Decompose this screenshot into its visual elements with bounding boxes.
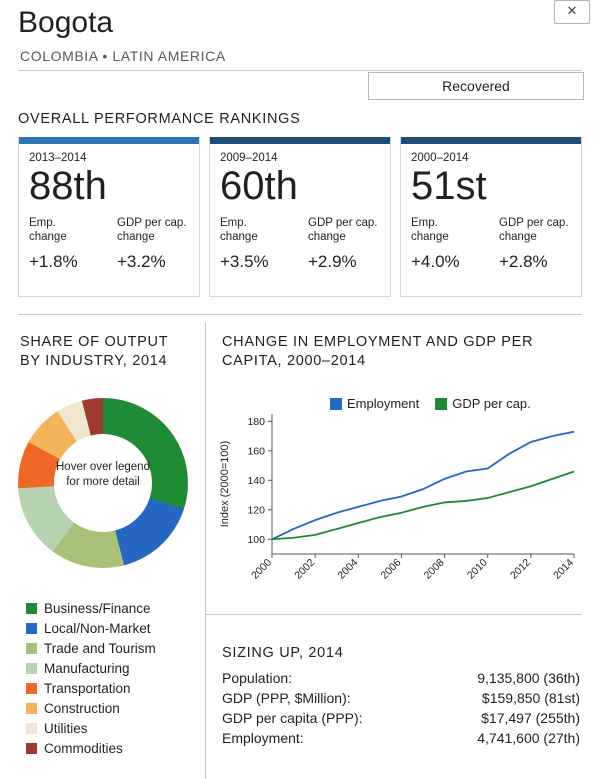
table-row xyxy=(222,688,580,708)
industry-section-title xyxy=(20,333,200,371)
card-period: 2009–2014 xyxy=(220,152,278,164)
sizing-label: Employment: xyxy=(222,730,304,746)
legend-label: Utilities xyxy=(44,720,88,736)
sizing-value: $17,497 (255th) xyxy=(481,710,580,726)
status-badge[interactable]: Recovered xyxy=(368,72,584,100)
legend-item[interactable] xyxy=(26,738,206,758)
svg-text:100: 100 xyxy=(247,533,265,546)
legend-label: Commodities xyxy=(44,740,123,756)
legend-label: Local/Non-Market xyxy=(44,620,151,636)
svg-text:Index (2000=100): Index (2000=100) xyxy=(219,440,231,528)
table-row xyxy=(222,668,580,688)
legend-item[interactable] xyxy=(26,658,206,678)
donut-hint-line1: Hover over legend xyxy=(56,461,150,473)
line-title-line2: CAPITA, 2000–2014 xyxy=(222,353,366,369)
metric-label-line1: Emp. xyxy=(29,217,56,229)
metric-value: +2.8% xyxy=(499,252,548,271)
line-title-line1: CHANGE IN EMPLOYMENT AND GDP PER xyxy=(222,334,534,350)
card-accent-bar xyxy=(210,137,390,144)
card-metrics xyxy=(220,216,390,272)
metric-label-line1: GDP per cap. xyxy=(117,217,187,229)
employment-gdp-line-chart[interactable] xyxy=(214,406,584,606)
page-title: Bogota xyxy=(18,6,114,39)
legend-label: Business/Finance xyxy=(44,600,151,616)
legend-item[interactable] xyxy=(26,718,206,738)
card-rank: 88th xyxy=(29,164,107,208)
metric-label-line2: change xyxy=(499,231,537,243)
svg-text:2000: 2000 xyxy=(249,556,275,582)
svg-text:120: 120 xyxy=(247,504,265,517)
industry-donut-chart[interactable] xyxy=(18,398,188,568)
rankings-section-title: OVERALL PERFORMANCE RANKINGS xyxy=(18,111,301,127)
metric-label-line1: GDP per cap. xyxy=(499,217,569,229)
svg-text:2012: 2012 xyxy=(507,556,533,582)
svg-text:2008: 2008 xyxy=(421,556,447,582)
legend-label: Trade and Tourism xyxy=(44,640,156,656)
card-accent-bar xyxy=(401,137,581,144)
page-subtitle: COLOMBIA • LATIN AMERICA xyxy=(20,48,226,64)
table-row xyxy=(222,708,580,728)
svg-text:2010: 2010 xyxy=(464,556,490,582)
metric-employment xyxy=(220,216,298,272)
metric-employment xyxy=(411,216,489,272)
sizing-label: GDP per capita (PPP): xyxy=(222,710,363,726)
divider-top xyxy=(18,70,582,71)
metric-gdp-per-capita xyxy=(499,216,577,272)
svg-text:160: 160 xyxy=(247,445,265,458)
svg-text:180: 180 xyxy=(247,415,265,428)
metric-value: +2.9% xyxy=(308,252,357,271)
donut-hint-line2: for more detail xyxy=(66,476,140,488)
industry-legend[interactable] xyxy=(26,598,206,758)
ranking-card[interactable] xyxy=(18,137,200,297)
legend-swatch-icon xyxy=(26,643,37,654)
line-chart-title xyxy=(222,333,577,371)
legend-swatch-icon xyxy=(26,743,37,754)
ranking-card[interactable] xyxy=(209,137,391,297)
legend-item[interactable] xyxy=(26,678,206,698)
svg-text:140: 140 xyxy=(247,474,265,487)
legend-item[interactable] xyxy=(26,598,206,618)
metric-value: +3.5% xyxy=(220,252,269,271)
metric-value: +4.0% xyxy=(411,252,460,271)
divider-middle xyxy=(18,314,582,315)
metric-label-line1: GDP per cap. xyxy=(308,217,378,229)
divider-low xyxy=(206,614,582,615)
legend-label: GDP per cap. xyxy=(452,396,531,411)
legend-label: Construction xyxy=(44,700,120,716)
legend-swatch-icon xyxy=(26,723,37,734)
sizing-label: GDP (PPP, $Million): xyxy=(222,690,351,706)
legend-label: Transportation xyxy=(44,680,131,696)
metric-label-line2: change xyxy=(117,231,155,243)
sizing-label: Population: xyxy=(222,670,293,686)
card-rank: 51st xyxy=(411,164,487,208)
svg-text:2004: 2004 xyxy=(335,556,361,582)
metric-value: +1.8% xyxy=(29,252,78,271)
legend-item[interactable] xyxy=(26,638,206,658)
card-metrics xyxy=(411,216,581,272)
sizing-table xyxy=(222,668,580,748)
legend-swatch-icon xyxy=(26,663,37,674)
sizing-value: 4,741,600 (27th) xyxy=(477,730,580,746)
card-metrics xyxy=(29,216,199,272)
card-accent-bar xyxy=(19,137,199,144)
metric-label-line2: change xyxy=(308,231,346,243)
table-row xyxy=(222,728,580,748)
metric-label-line1: Emp. xyxy=(220,217,247,229)
legend-item[interactable] xyxy=(26,618,206,638)
metric-label-line2: change xyxy=(220,231,258,243)
legend-item[interactable] xyxy=(26,698,206,718)
metric-gdp-per-capita xyxy=(308,216,386,272)
card-rank: 60th xyxy=(220,164,298,208)
svg-text:2014: 2014 xyxy=(551,556,577,582)
card-period: 2013–2014 xyxy=(29,152,87,164)
metric-label-line2: change xyxy=(411,231,449,243)
close-icon[interactable]: ✕ xyxy=(554,0,590,24)
legend-label: Manufacturing xyxy=(44,660,130,676)
legend-swatch-icon xyxy=(26,623,37,634)
svg-text:2006: 2006 xyxy=(378,556,404,582)
sizing-value: $159,850 (81st) xyxy=(481,690,580,706)
metric-gdp-per-capita xyxy=(117,216,195,272)
sizing-section-title: SIZING UP, 2014 xyxy=(222,645,344,661)
card-period: 2000–2014 xyxy=(411,152,469,164)
legend-swatch-icon xyxy=(26,603,37,614)
legend-swatch-icon xyxy=(26,703,37,714)
ranking-card[interactable] xyxy=(400,137,582,297)
sizing-value: 9,135,800 (36th) xyxy=(477,670,580,686)
legend-label: Employment xyxy=(347,396,420,411)
industry-title-line1: SHARE OF OUTPUT xyxy=(20,334,169,350)
industry-title-line2: BY INDUSTRY, 2014 xyxy=(20,353,168,369)
divider-vertical xyxy=(205,322,206,779)
metric-value: +3.2% xyxy=(117,252,166,271)
legend-swatch-icon xyxy=(26,683,37,694)
donut-hint xyxy=(54,460,152,490)
metric-label-line2: change xyxy=(29,231,67,243)
metric-label-line1: Emp. xyxy=(411,217,438,229)
metric-employment xyxy=(29,216,107,272)
svg-text:2002: 2002 xyxy=(292,556,318,582)
rankings-cards xyxy=(18,137,582,297)
